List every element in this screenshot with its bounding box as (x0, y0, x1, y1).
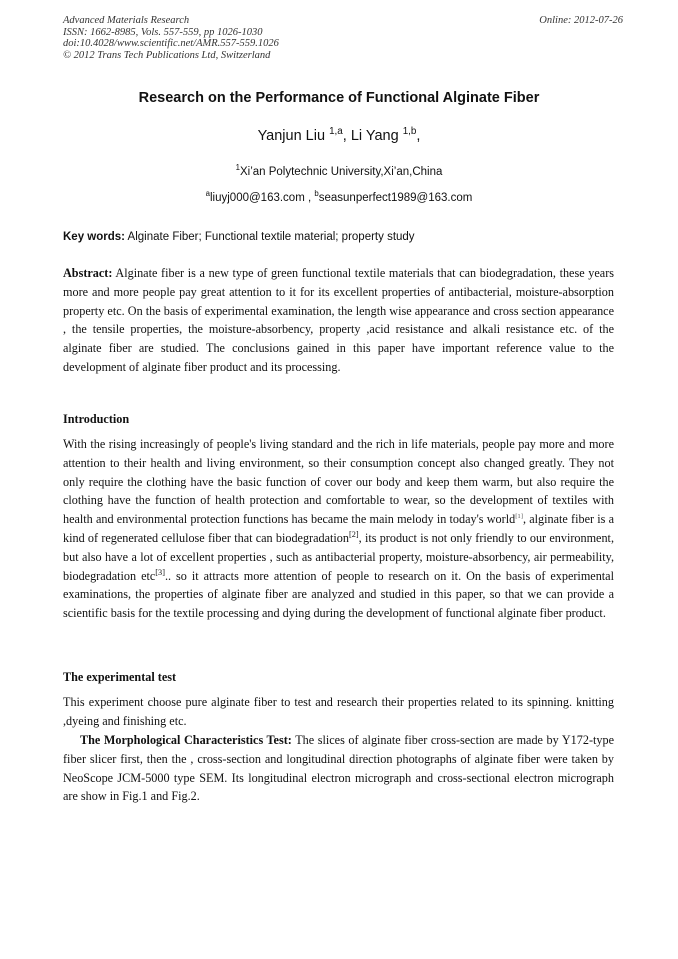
paper-title: Research on the Performance of Functional Alginate Fiber (138, 90, 540, 106)
email-a-mark: a (205, 189, 210, 199)
morphology-label: The Morphological Characteristics Test: (80, 733, 292, 747)
intro-text-3: , its product is not only friendly to our environment, but also have a lot of excellent properties , such as antibacterial property, moisture-absorbency, air permeability, biodegradation etc (63, 530, 614, 583)
keywords-label: Key words: (63, 231, 125, 243)
citation-2: [2] (349, 529, 359, 539)
email-line (0, 189, 678, 204)
affiliation-mark: 1 (235, 163, 240, 173)
journal-name: Advanced Materials Research (63, 15, 190, 26)
email-separator: , (304, 192, 315, 204)
keywords (63, 231, 615, 243)
experimental-heading: The experimental test (63, 670, 177, 684)
online-date: Online: 2012-07-26 (539, 15, 623, 26)
keywords-text: Alginate Fiber; Functional textile material; property study (125, 231, 415, 243)
introduction-heading: Introduction (63, 412, 130, 426)
abstract-label: Abstract: (63, 266, 113, 280)
affiliation-text: Xi’an Polytechnic University,Xi’an,China (239, 166, 443, 178)
experimental-paragraph: This experiment choose pure alginate fiber to test and research their properties related to its spinning. knitting ,dyeing and finishing etc. (63, 695, 614, 728)
author-1-affil-mark: 1,a (329, 126, 343, 138)
intro-text-1: With the rising increasingly of people's living standard and the rich in life materials, people pay more and more attention to their health and living environment, so their consumption concept also changed greatly. They not only require the clothing have the basic function of cover our body and keep them warm, but also require the clothing have the function of health protection and comfortable to wear, so the development of textiles with health and environmental protection functions has became the main melody in today's world (63, 437, 614, 527)
abstract (63, 264, 614, 377)
email-a: liuyj000@163.com (210, 192, 305, 204)
citation-1: [1] (515, 513, 524, 521)
morphology-paragraph (63, 731, 614, 806)
copyright-line: © 2012 Trans Tech Publications Ltd, Switzerland (63, 49, 271, 61)
email-b: seasunperfect1989@163.com (318, 192, 473, 204)
author-2-affil-mark: 1,b (402, 126, 417, 138)
author-trailing: , (416, 128, 421, 144)
citation-3: [3] (155, 567, 165, 577)
abstract-text: Alginate fiber is a new type of green functional textile materials that can biodegradation, these years more and more people pay great attention to it for its excellent properties of antibacterial, moisture-absorption property etc. On the basis of experimental examination, the length wise appearance and cross section appearance , the tensile properties, the moisture-absorbency, property ,acid resistance and alkali resistance etc. of the alginate fiber are studied. The conclusions gained in this paper have important reference value to the development of alginate fiber product and its processing. (63, 266, 614, 374)
email-b-mark: b (314, 189, 319, 199)
author-2-name: Li Yang (350, 128, 403, 144)
intro-text-2: , alginate fiber is a kind of regenerated cellulose fiber that can biodegradation (63, 512, 614, 545)
author-separator: , (342, 128, 351, 144)
issn-line: ISSN: 1662-8985, Vols. 557-559, pp 1026-1030 (63, 26, 263, 38)
doi-line: doi:10.4028/www.scientific.net/AMR.557-559.1026 (63, 38, 279, 49)
journal-header (63, 15, 623, 61)
introduction-paragraph (63, 435, 614, 623)
intro-text-4: .. so it attracts more attention of people to research on it. On the basis of experimental examinations, the properties of alginate fiber are analyzed and studied in this paper, so that we can provide a scientific basis for the textile processing and dying during the development of functional alginate fiber product. (63, 568, 614, 621)
author-1-name: Yanjun Liu (257, 128, 330, 144)
author-line (0, 128, 678, 144)
affiliation (0, 163, 678, 178)
morphology-text: The slices of alginate fiber cross-section are made by Y172-type fiber slicer first, then the , cross-section and longitudinal direction photographs of alginate fiber were taken by NeoScope JCM-5000 type SEM. Its longitudinal electron micrograph and cross-sectional electron micrograph are show in Fig.1 and Fig.2. (63, 733, 615, 804)
